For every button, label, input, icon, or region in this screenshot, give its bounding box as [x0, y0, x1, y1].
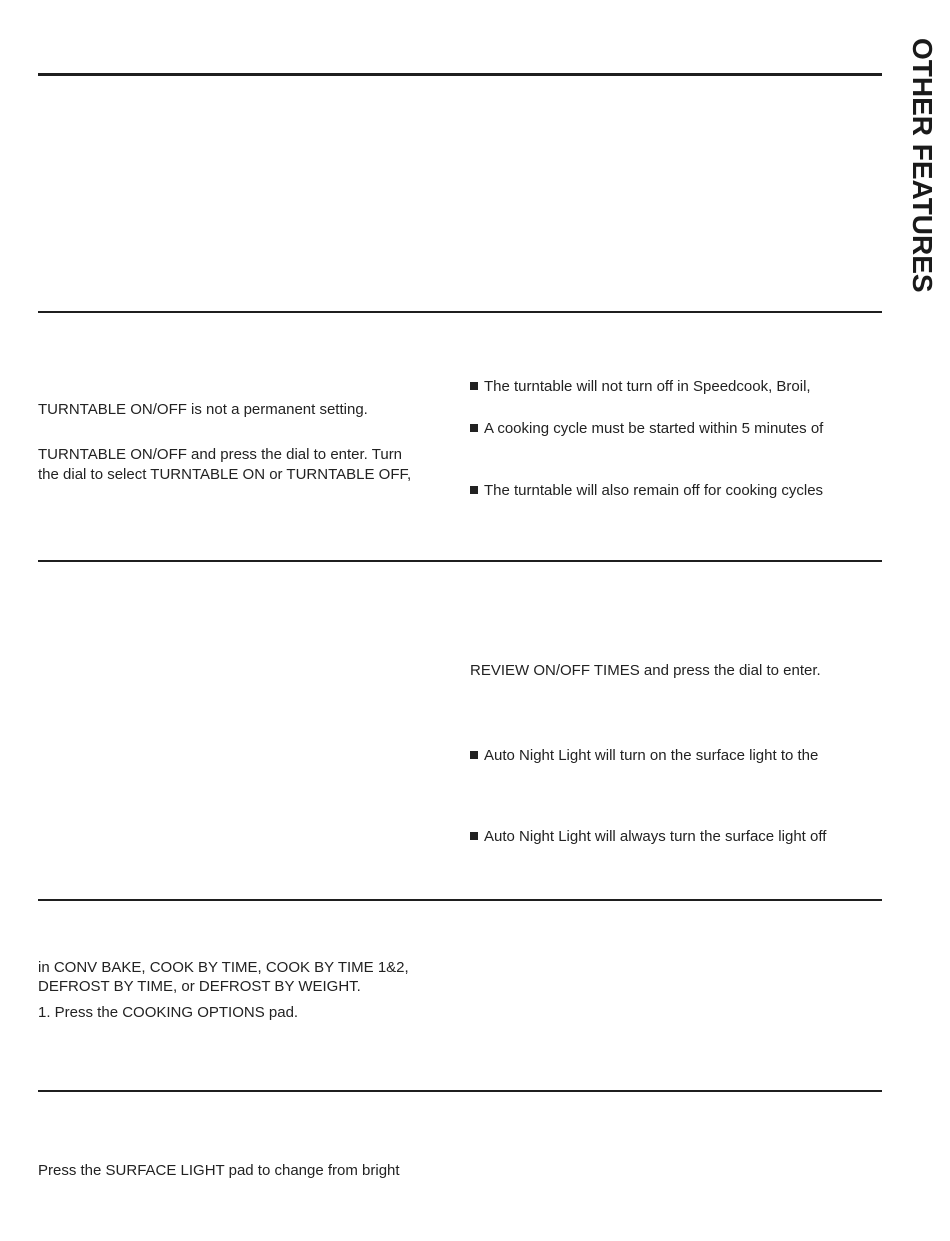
night-light-note-text: Auto Night Light will always turn the surface light off — [484, 828, 827, 845]
cooking-options-line: DEFROST BY TIME, or DEFROST BY WEIGHT. — [38, 978, 361, 995]
side-tab-label: OTHER FEATURES — [907, 38, 938, 293]
turntable-note-text: The turntable will also remain off for cooking cycles — [484, 482, 824, 499]
section-divider-surface-light — [38, 1090, 882, 1092]
night-light-note — [470, 746, 818, 766]
bullet-icon — [470, 486, 478, 494]
cooking-options-line: in CONV BAKE, COOK BY TIME, COOK BY TIME 1&2, — [38, 959, 409, 976]
turntable-note-text: A cooking cycle must be started within 5 minutes of — [484, 420, 824, 437]
night-light-review-line: REVIEW ON/OFF TIMES and press the dial to enter. — [470, 662, 821, 679]
section-divider-turntable — [38, 311, 882, 313]
turntable-text-line: TURNTABLE ON/OFF is not a permanent setting. — [38, 401, 368, 418]
turntable-note — [470, 377, 811, 397]
bullet-icon — [470, 832, 478, 840]
surface-light-line: Press the SURFACE LIGHT pad to change from bright — [38, 1162, 400, 1179]
section-divider-top — [38, 73, 882, 76]
turntable-note — [470, 419, 823, 439]
turntable-note — [470, 481, 823, 501]
bullet-icon — [470, 424, 478, 432]
turntable-text-line: TURNTABLE ON/OFF and press the dial to enter. Turn — [38, 446, 403, 463]
section-divider-night-light — [38, 560, 882, 562]
bullet-icon — [470, 751, 478, 759]
bullet-icon — [470, 382, 478, 390]
night-light-note — [470, 827, 826, 847]
turntable-note-text: The turntable will not turn off in Speedcook, Broil, — [484, 378, 811, 395]
turntable-text-line: the dial to select TURNTABLE ON or TURNTABLE OFF, — [38, 466, 412, 483]
section-divider-cooking-options — [38, 899, 882, 901]
cooking-options-step: 1. Press the COOKING OPTIONS pad. — [38, 1004, 299, 1021]
night-light-note-text: Auto Night Light will turn on the surface light to the — [484, 747, 819, 764]
